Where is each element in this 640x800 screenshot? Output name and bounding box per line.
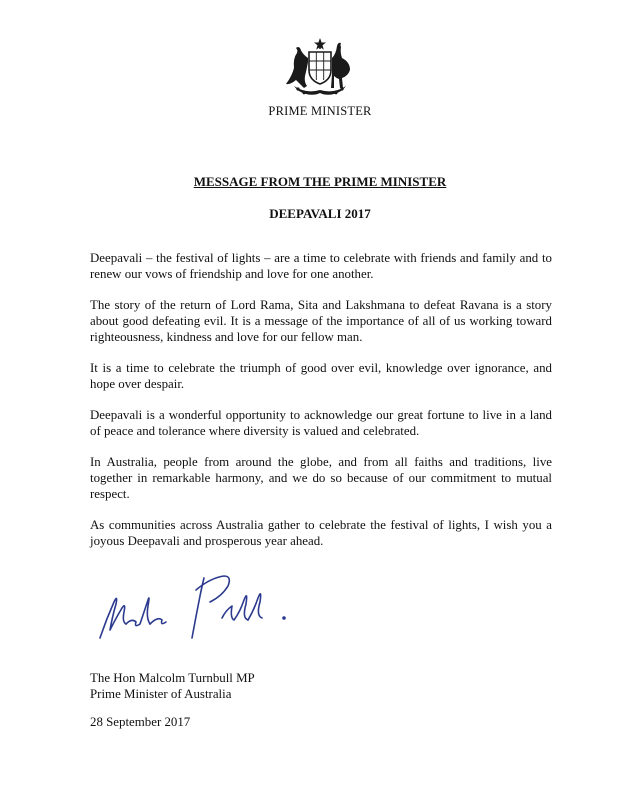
paragraph: It is a time to celebrate the triumph of good over evil, knowledge over ignorance, and hope over despair. <box>90 361 552 391</box>
message-body <box>90 250 552 564</box>
signoff-name: The Hon Malcolm Turnbull MP <box>90 671 255 685</box>
paragraph: The story of the return of Lord Rama, Sita and Lakshmana to defeat Ravana is a story about good defeating evil. It is a message of the importance of all of us working toward righteousness, kindness and love for our fellow man. <box>90 298 552 344</box>
page-subtitle: DEEPAVALI 2017 <box>269 206 371 221</box>
paragraph: Deepavali – the festival of lights – are a time to celebrate with friends and family and to renew our vows of friendship and love for one another. <box>90 251 552 281</box>
signoff <box>90 670 255 702</box>
coat-of-arms-icon <box>276 36 364 98</box>
paragraph: In Australia, people from around the globe, and from all faiths and traditions, live together in remarkable harmony, and we do so because of our commitment to mutual respect. <box>90 455 552 501</box>
letter-date: 28 September 2017 <box>90 715 191 729</box>
signoff-role: Prime Minister of Australia <box>90 687 232 701</box>
page-title: MESSAGE FROM THE PRIME MINISTER <box>193 174 447 189</box>
paragraph: Deepavali is a wonderful opportunity to acknowledge our great fortune to live in a land of peace and tolerance where diversity is valued and celebrated. <box>90 408 552 438</box>
office-title: PRIME MINISTER <box>268 104 372 118</box>
signature-icon <box>92 560 302 650</box>
paragraph: As communities across Australia gather to celebrate the festival of lights, I wish you a joyous Deepavali and prosperous year ahead. <box>90 518 552 548</box>
